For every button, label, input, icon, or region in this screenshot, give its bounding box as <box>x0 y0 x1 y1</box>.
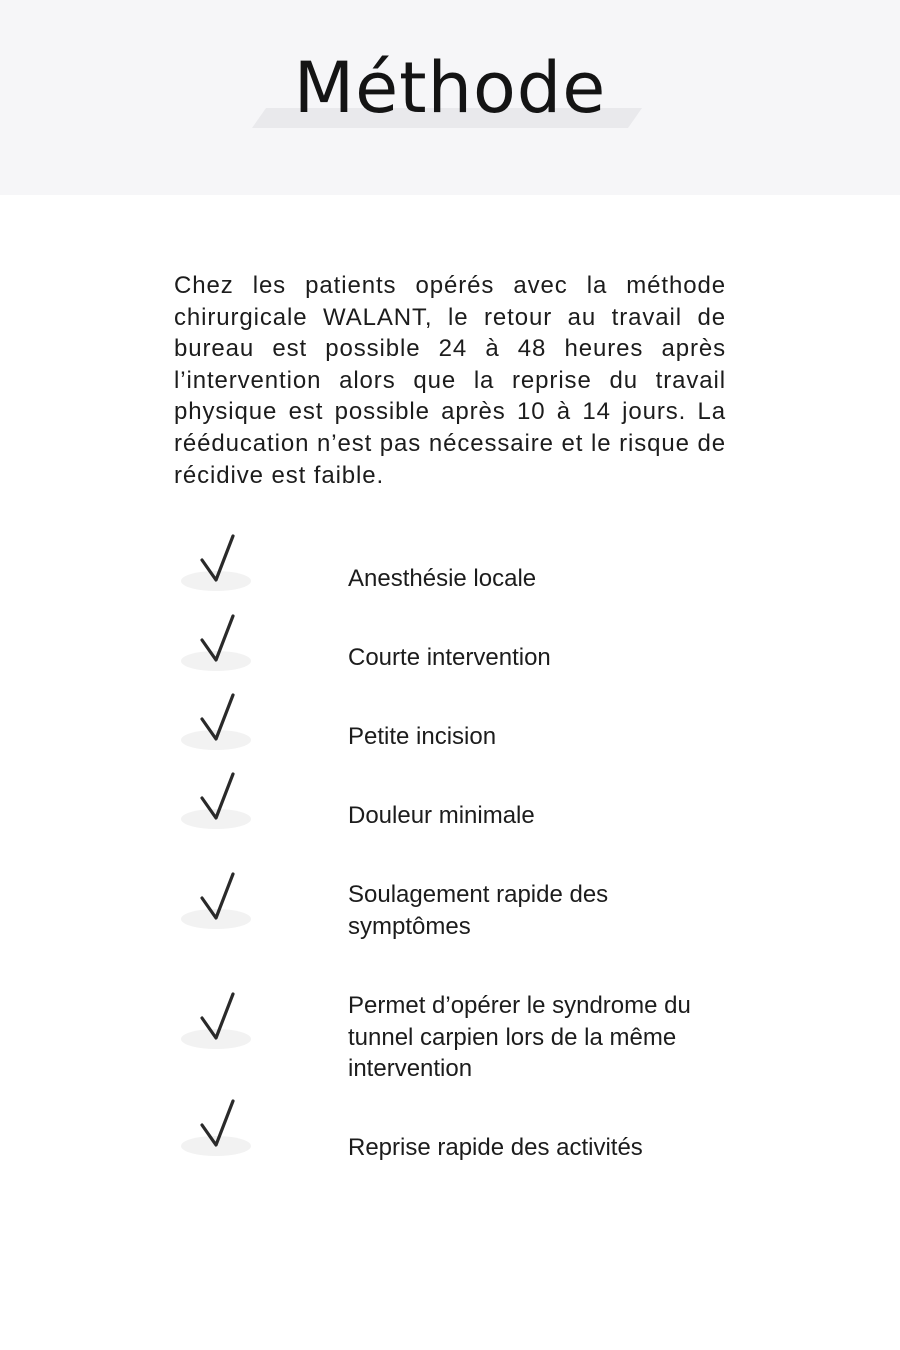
benefit-label: Douleur minimale <box>348 802 535 829</box>
benefit-label: Anesthésie locale <box>348 565 537 592</box>
benefit-label: Courte intervention <box>348 644 551 671</box>
checkmark-icon <box>180 691 252 753</box>
checkmark-icon <box>180 532 252 594</box>
checkmark-icon <box>180 770 252 832</box>
checkmark-icon <box>180 1097 252 1159</box>
benefit-label: Permet d’opérer le syndrome du tunnel carpien lors de la même intervention <box>348 992 691 1083</box>
checkmark-icon <box>180 612 252 674</box>
benefit-label: Petite incision <box>348 723 497 750</box>
benefit-label: Reprise rapide des activités <box>348 1134 643 1161</box>
checkmark-icon <box>180 990 252 1052</box>
checkmark-icon <box>180 870 252 932</box>
header-band <box>0 0 900 195</box>
page-title: Méthode <box>293 47 607 129</box>
benefit-label: Soulagement rapide des symptômes <box>348 881 609 940</box>
intro-paragraph: Chez les patients opérés avec la méthode chirurgicale WALANT, le retour au travail de bureau est possible 24 à 48 heures après l’intervention alors que la reprise du travail physique est possible après 10 à 14 jours. La rééducation n’est pas nécessaire et le risque de récidive est faible. <box>174 272 726 489</box>
